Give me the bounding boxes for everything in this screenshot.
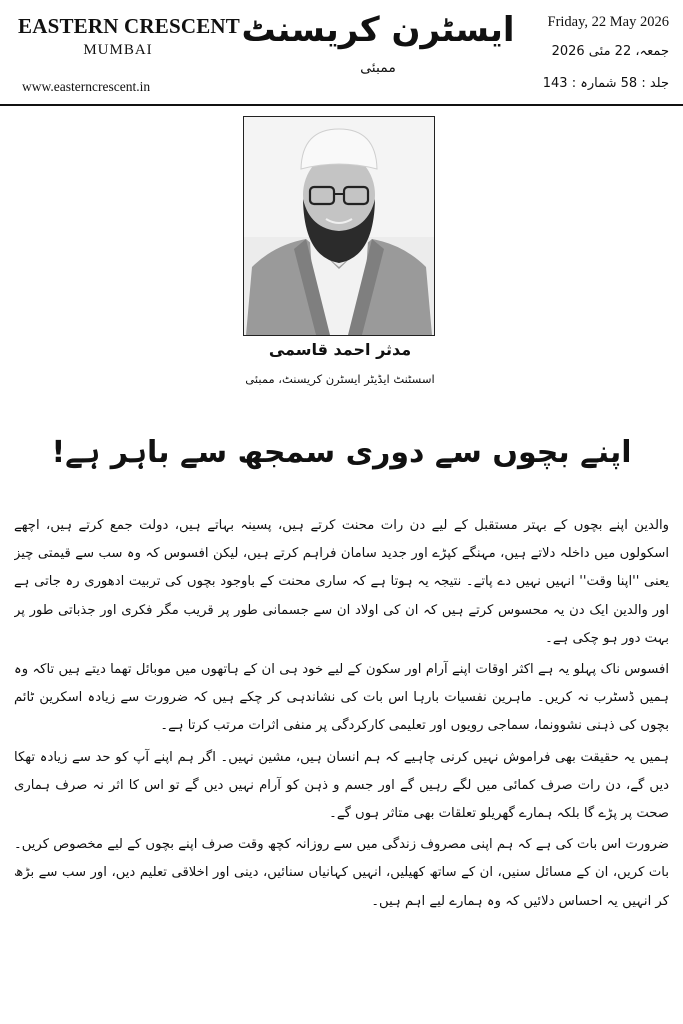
paragraph-2: افسوس ناک پہلو یہ ہے اکثر اوقات اپنے آرام اور سکون کے لیے خود ہی ان کے ہاتھوں میں موبائل تھما دیتے ہیں تاکہ وہ ہمیں ڈسٹرب نہ کریں۔ ماہرین نفسیات بارہا اس بات کی نشاندہی کر چکے ہیں کہ ضرورت سے زیادہ اسکرین ٹائم بچوں کی ذہنی نشوونما، سماجی رویوں اور تعلیمی کارکردگی پر منفی اثرات مرتب کرتا ہے۔ xyxy=(14,662,669,734)
author-designation: اسسٹنٹ ایڈیٹر ایسٹرن کریسنٹ، ممبئی xyxy=(245,372,435,386)
english-title: EASTERN CRESCENT xyxy=(18,14,241,38)
paragraph-1: والدین اپنے بچوں کے بہتر مستقبل کے لیے دن رات محنت کرتے ہیں، پسینہ بہاتے ہیں، دولت جمع کرتے ہیں، اچھے اسکولوں میں داخلہ دلاتے ہیں، مہنگے کپڑے اور جدید سامان فراہم کرتے ہیں، لیکن افسوس کہ وہ سب سے قیمتی چیز یعنی ''اپنا وقت'' انہیں نہیں دے پاتے۔ نتیجہ یہ ہوتا ہے کہ ساری محنت کے باوجود بچوں کی تربیت ادھوری رہ جاتی ہے اور والدین ایک دن یہ محسوس کرتے ہیں کہ ان کی اولاد ان سے جسمانی طور پر قریب مگر فکری اور جذباتی طور پر بہت دور ہو چکی ہے۔ xyxy=(14,518,669,646)
article-headline: اپنے بچوں سے دوری سمجھ سے باہر ہے! xyxy=(51,435,632,470)
english-date: Friday, 22 May 2026 xyxy=(547,14,669,30)
urdu-city: ممبئی xyxy=(360,60,396,76)
masthead xyxy=(0,0,683,106)
issue-info: جلد : 58 شمارہ : 143 xyxy=(542,76,669,91)
article-body xyxy=(14,512,669,1020)
english-city: MUMBAI xyxy=(83,42,153,58)
paragraph-3: ہمیں یہ حقیقت بھی فراموش نہیں کرنی چاہیے کہ ہم انسان ہیں، مشین نہیں۔ اگر ہم اپنے آپ کو حد سے زیادہ تھکا دیں گے، دن رات صرف کمائی میں لگے رہیں گے اور جسم و ذہن کو آرام نہیں دیں گے تو اس کا اثر نہ صرف ہماری صحت پر پڑے گا بلکہ ہمارے گھریلو تعلقات بھی متاثر ہوں گے۔ xyxy=(14,749,669,822)
masthead-divider xyxy=(0,104,683,106)
website-link[interactable]: www.easterncrescent.in xyxy=(22,79,151,94)
portrait-illustration xyxy=(244,117,434,335)
author-name: مدثر احمد قاسمی xyxy=(268,340,412,359)
urdu-title: ایسٹرن کریسنٹ xyxy=(241,10,515,50)
paragraph-4: ضرورت اس بات کی ہے کہ ہم اپنی مصروف زندگی میں سے روزانہ کچھ وقت صرف اپنے بچوں کے لیے مخصوص کریں۔ بات کریں، ان کے مسائل سنیں، ان کے ساتھ کھیلیں، انہیں کہانیاں سنائیں، دینی اور اخلاقی تعلیم دیں، اور سب سے بڑھ کر انہیں یہ احساس دلائیں کہ وہ ہمارے لیے اہم ہیں۔ xyxy=(14,837,669,909)
author-photo xyxy=(243,116,435,336)
urdu-date: جمعہ، 22 مئی 2026 xyxy=(551,44,669,59)
